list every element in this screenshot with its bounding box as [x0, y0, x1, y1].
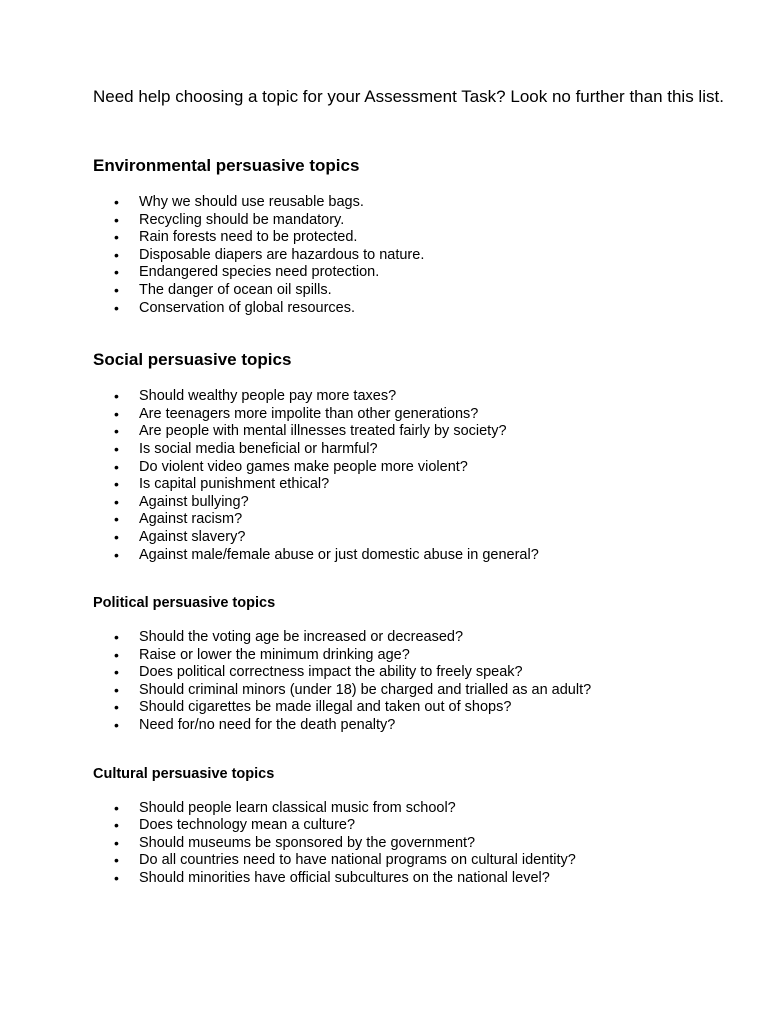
cultural-topics-list: [93, 800, 728, 888]
bullet-icon: •: [114, 834, 119, 851]
list-item-text: Should minorities have official subcultures on the national level?: [139, 870, 550, 887]
bullet-icon: •: [114, 646, 119, 663]
political-heading: Political persuasive topics: [93, 595, 276, 612]
list-item-text: Should people learn classical music from school?: [139, 799, 456, 816]
list-item-text: Against racism?: [139, 511, 243, 528]
list-item: [93, 664, 728, 682]
bullet-icon: •: [114, 852, 119, 869]
bullet-icon: •: [114, 528, 119, 545]
document-page: [93, 86, 728, 888]
bullet-icon: •: [114, 423, 119, 440]
list-item-text: Are people with mental illnesses treated fairly by society?: [139, 423, 507, 440]
bullet-icon: •: [114, 388, 119, 405]
bullet-icon: •: [114, 264, 119, 281]
intro-text: Need help choosing a topic for your Assessment Task? Look no further than this list.: [93, 87, 724, 106]
bullet-icon: •: [114, 546, 119, 563]
list-item: [93, 406, 728, 424]
social-heading: Social persuasive topics: [93, 350, 292, 370]
cultural-heading: Cultural persuasive topics: [93, 765, 275, 782]
list-item: [93, 494, 728, 512]
list-item: [93, 870, 728, 888]
bullet-icon: •: [114, 458, 119, 475]
list-item-text: Against male/female abuse or just domestic abuse in general?: [139, 546, 539, 563]
bullet-icon: •: [114, 493, 119, 510]
bullet-icon: •: [114, 629, 119, 646]
environmental-topics-list: [93, 194, 728, 317]
bullet-icon: •: [114, 440, 119, 457]
list-item: [93, 264, 728, 282]
bullet-icon: •: [114, 476, 119, 493]
list-item-text: Should the voting age be increased or decreased?: [139, 629, 464, 646]
bullet-icon: •: [114, 681, 119, 698]
list-item: [93, 212, 728, 230]
list-item: [93, 282, 728, 300]
list-item-text: Do violent video games make people more violent?: [139, 458, 468, 475]
list-item: [93, 717, 728, 735]
list-item: [93, 699, 728, 717]
bullet-icon: •: [114, 817, 119, 834]
list-item: [93, 529, 728, 547]
bullet-icon: •: [114, 299, 119, 316]
list-item-text: Should criminal minors (under 18) be charged and trialled as an adult?: [139, 681, 592, 698]
list-item: [93, 194, 728, 212]
bullet-icon: •: [114, 699, 119, 716]
list-item-text: Raise or lower the minimum drinking age?: [139, 646, 410, 663]
environmental-heading: Environmental persuasive topics: [93, 156, 360, 175]
list-item-text: Against slavery?: [139, 528, 246, 545]
list-item-text: Does technology mean a culture?: [139, 817, 356, 834]
bullet-icon: •: [114, 799, 119, 816]
list-item: [93, 682, 728, 700]
list-item-text: Does political correctness impact the ability to freely speak?: [139, 664, 523, 681]
list-item: [93, 459, 728, 477]
list-item-text: Recycling should be mandatory.: [139, 211, 345, 228]
list-item: [93, 423, 728, 441]
list-item: [93, 441, 728, 459]
bullet-icon: •: [114, 194, 119, 210]
list-item-text: Need for/no need for the death penalty?: [139, 717, 396, 734]
bullet-icon: •: [114, 211, 119, 228]
list-item: [93, 300, 728, 318]
list-item: [93, 647, 728, 665]
political-topics-list: [93, 629, 728, 735]
list-item: [93, 247, 728, 265]
bullet-icon: •: [114, 229, 119, 246]
list-item-text: Endangered species need protection.: [139, 264, 380, 281]
bullet-icon: •: [114, 405, 119, 422]
list-item: [93, 388, 728, 406]
list-item-text: Against bullying?: [139, 493, 249, 510]
list-item: [93, 835, 728, 853]
list-item: [93, 511, 728, 529]
list-item-text: Do all countries need to have national programs on cultural identity?: [139, 852, 576, 869]
list-item-text: Is capital punishment ethical?: [139, 476, 330, 493]
list-item: [93, 629, 728, 647]
list-item-text: Why we should use reusable bags.: [139, 194, 364, 210]
list-item-text: Is social media beneficial or harmful?: [139, 440, 378, 457]
list-item-text: Conservation of global resources.: [139, 299, 356, 316]
list-item-text: Rain forests need to be protected.: [139, 229, 358, 246]
list-item-text: Disposable diapers are hazardous to nature.: [139, 246, 425, 263]
list-item: [93, 229, 728, 247]
list-item: [93, 817, 728, 835]
list-item: [93, 852, 728, 870]
bullet-icon: •: [114, 246, 119, 263]
list-item-text: Should museums be sponsored by the government?: [139, 834, 476, 851]
list-item: [93, 547, 728, 565]
list-item-text: Should cigarettes be made illegal and taken out of shops?: [139, 699, 512, 716]
bullet-icon: •: [114, 717, 119, 734]
list-item-text: The danger of ocean oil spills.: [139, 281, 332, 298]
bullet-icon: •: [114, 511, 119, 528]
bullet-icon: •: [114, 664, 119, 681]
bullet-icon: •: [114, 281, 119, 298]
list-item-text: Should wealthy people pay more taxes?: [139, 388, 397, 405]
list-item: [93, 476, 728, 494]
list-item-text: Are teenagers more impolite than other generations?: [139, 405, 479, 422]
social-topics-list: [93, 388, 728, 564]
bullet-icon: •: [114, 870, 119, 887]
list-item: [93, 800, 728, 818]
